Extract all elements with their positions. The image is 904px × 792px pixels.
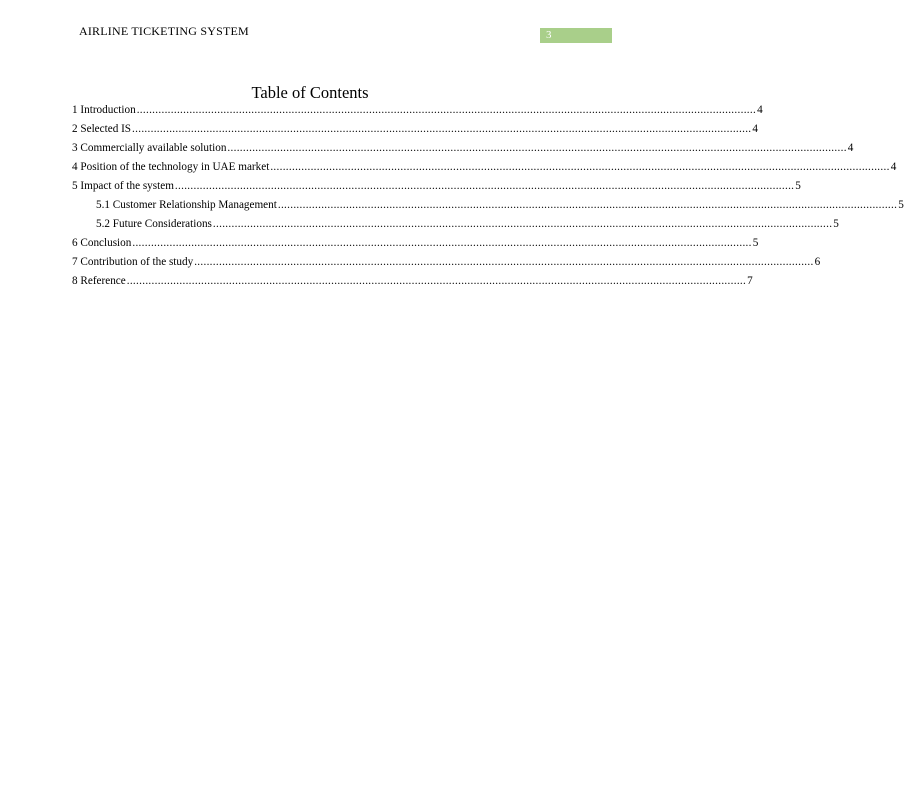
toc-entry-page: 4 bbox=[847, 142, 854, 154]
running-head: AIRLINE TICKETING SYSTEM bbox=[79, 24, 249, 38]
toc-entry-label: 7 Contribution of the study bbox=[72, 256, 194, 268]
toc-entry-label: 5.2 Future Considerations bbox=[96, 218, 212, 230]
toc-entry-page: 5 bbox=[752, 237, 759, 249]
toc-entry-label: 5 Impact of the system bbox=[72, 180, 174, 192]
table-of-contents bbox=[72, 101, 904, 291]
toc-subentry[interactable] bbox=[72, 196, 904, 215]
page-number: 3 bbox=[546, 29, 552, 41]
toc-leader-dots: ........................................................................................................................................................................................................ bbox=[132, 123, 752, 135]
toc-entry[interactable] bbox=[72, 139, 854, 158]
toc-leader-dots: ........................................................................................................................................................................................................ bbox=[277, 199, 898, 211]
toc-entry-page: 5 bbox=[795, 180, 801, 192]
toc-entry[interactable] bbox=[72, 177, 801, 196]
toc-entry-page: 4 bbox=[890, 161, 897, 173]
toc-entry-page: 5 bbox=[833, 218, 839, 230]
toc-entry-label: 2 Selected IS bbox=[72, 123, 132, 135]
toc-entry-label: 4 Position of the technology in UAE market bbox=[72, 161, 270, 173]
toc-entry-label: 8 Reference bbox=[72, 275, 126, 287]
toc-leader-dots: ........................................................................................................................................................................................................ bbox=[126, 275, 747, 287]
toc-subentry[interactable] bbox=[72, 215, 839, 234]
toc-leader-dots: ........................................................................................................................................................................................................ bbox=[136, 104, 757, 116]
toc-leader-dots: ........................................................................................................................................................................................................ bbox=[132, 237, 752, 249]
toc-entry-label: 5.1 Customer Relationship Management bbox=[96, 199, 277, 211]
toc-entry[interactable] bbox=[72, 120, 758, 139]
toc-entry[interactable] bbox=[72, 158, 897, 177]
toc-leader-dots: ........................................................................................................................................................................................................ bbox=[174, 180, 795, 192]
toc-leader-dots: ........................................................................................................................................................................................................ bbox=[270, 161, 890, 173]
toc-entry-label: 6 Conclusion bbox=[72, 237, 132, 249]
toc-entry-page: 6 bbox=[814, 256, 821, 268]
toc-title: Table of Contents bbox=[251, 83, 369, 102]
toc-leader-dots: ........................................................................................................................................................................................................ bbox=[227, 142, 847, 154]
toc-leader-dots: ........................................................................................................................................................................................................ bbox=[212, 218, 833, 230]
toc-entry[interactable] bbox=[72, 234, 759, 253]
toc-entry-label: 1 Introduction bbox=[72, 104, 136, 116]
toc-entry-page: 4 bbox=[752, 123, 758, 135]
toc-leader-dots: ........................................................................................................................................................................................................ bbox=[194, 256, 814, 268]
toc-entry-page: 4 bbox=[757, 104, 763, 116]
page-number-badge bbox=[540, 28, 612, 43]
toc-entry-label: 3 Commercially available solution bbox=[72, 142, 227, 154]
toc-entry[interactable] bbox=[72, 253, 821, 272]
toc-entry[interactable] bbox=[72, 272, 753, 291]
toc-entry-page: 7 bbox=[747, 275, 753, 287]
toc-entry[interactable] bbox=[72, 101, 763, 120]
toc-entry-page: 5 bbox=[898, 199, 904, 211]
